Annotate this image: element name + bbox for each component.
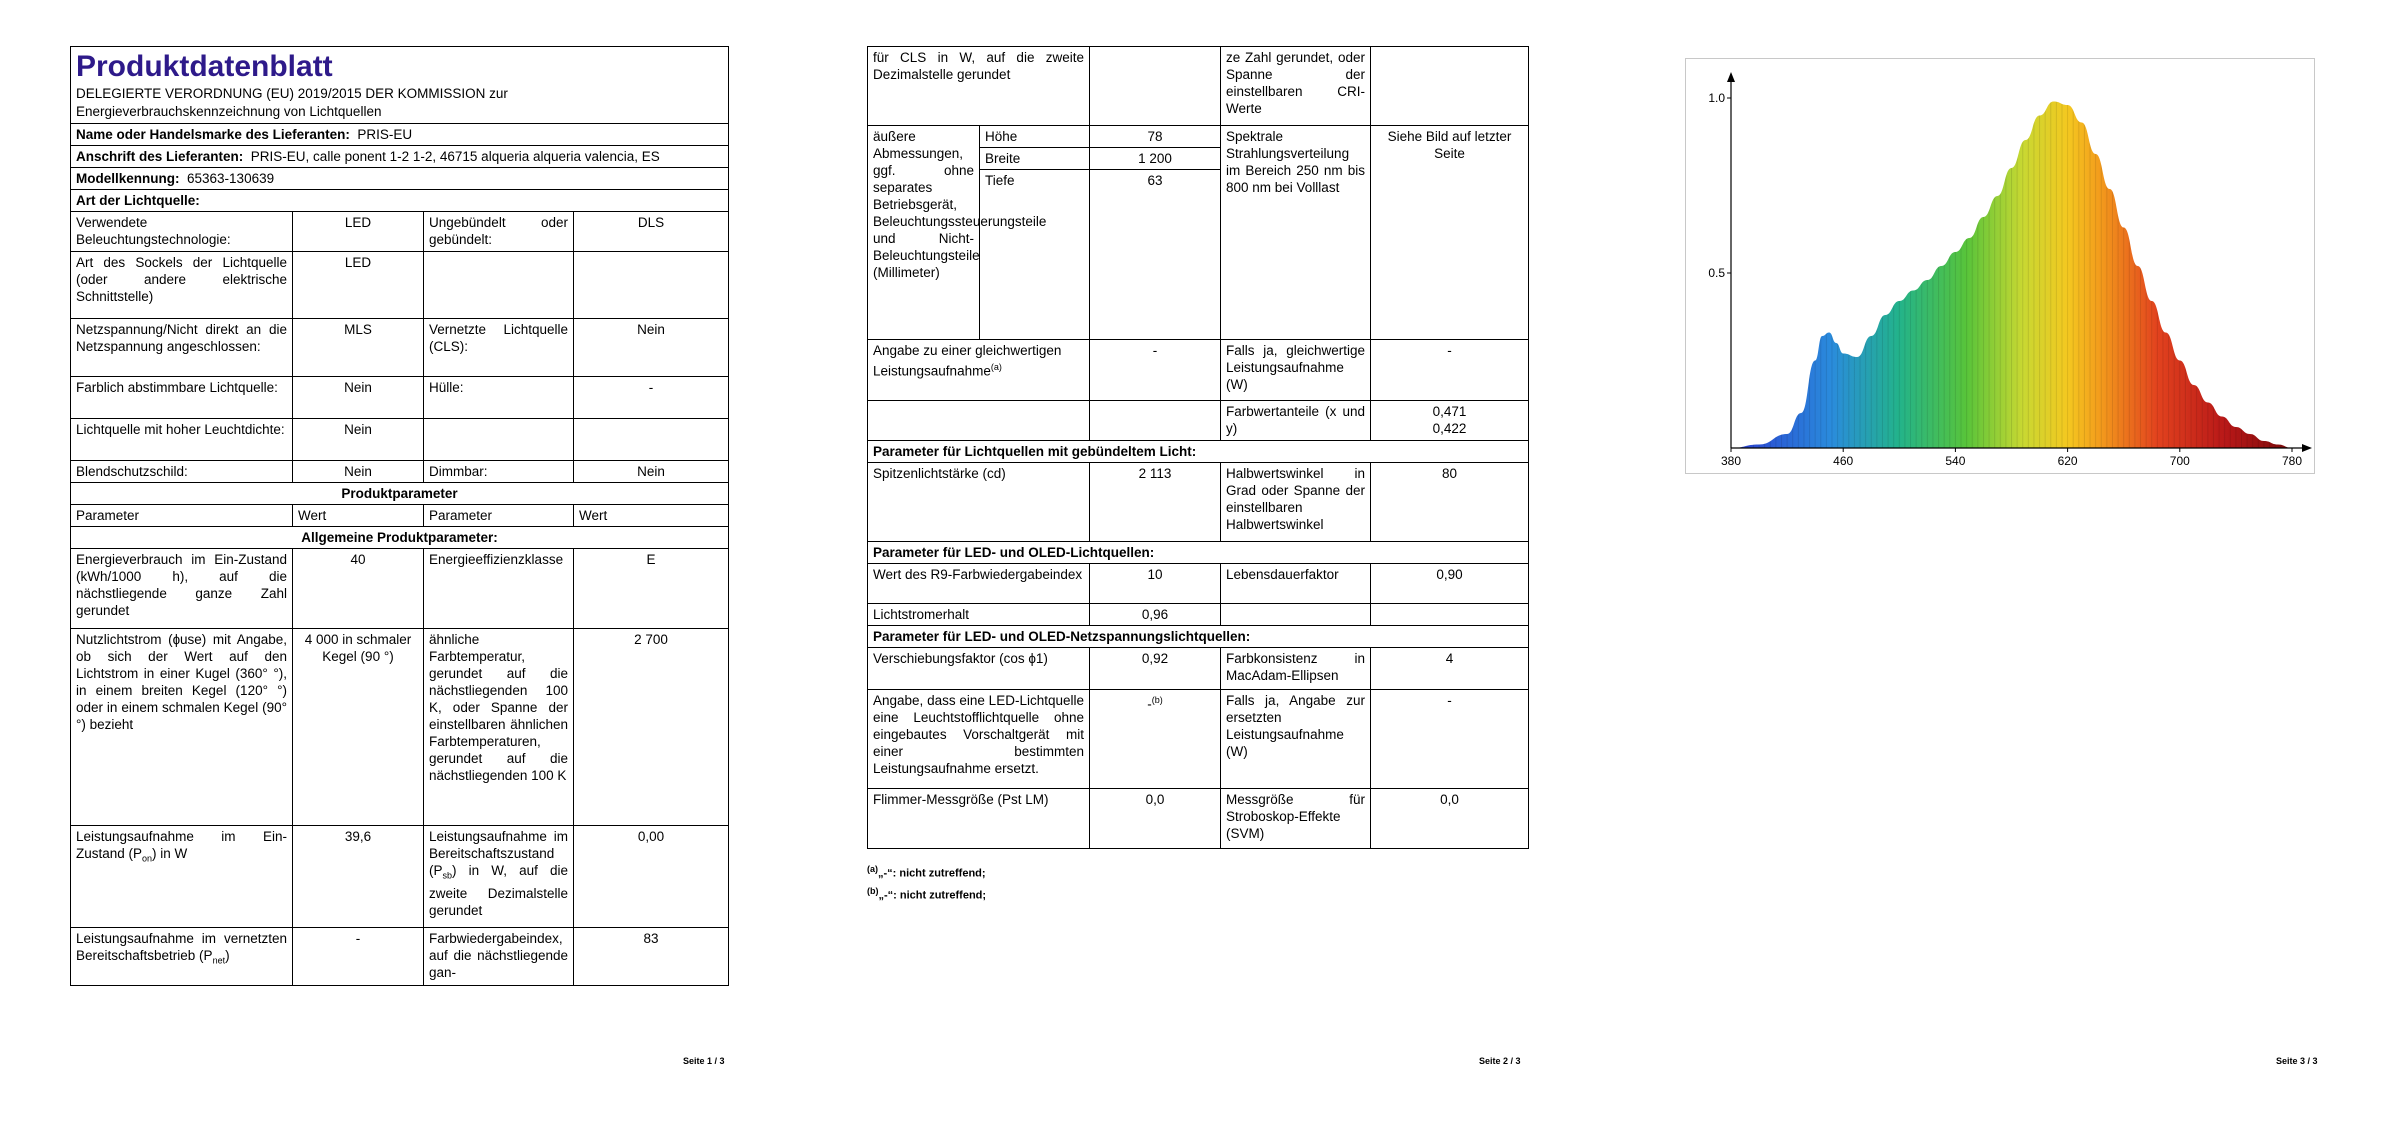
product-datasheet-table bbox=[70, 46, 729, 986]
param-value: LED bbox=[293, 252, 424, 319]
param-value: - bbox=[1371, 690, 1529, 789]
param-value: MLS bbox=[293, 319, 424, 377]
dimension-name: Breite bbox=[980, 148, 1090, 170]
text-part: ) in W bbox=[152, 846, 188, 861]
text-part: ) bbox=[225, 948, 230, 963]
led-heading: Parameter für LED- und OLED-Lichtquellen: bbox=[868, 542, 1529, 564]
param-value: 0,0 bbox=[1090, 789, 1221, 849]
x-tick-label: 620 bbox=[2057, 454, 2078, 468]
text-part: Leistungsaufnahme im Bereitschaftszustand (P bbox=[429, 829, 568, 878]
param-value bbox=[574, 252, 729, 319]
footnote-mark: (a) bbox=[867, 864, 878, 874]
dimensions-label: äußere Abmessungen, ggf. ohne separates Betriebsgerät, Beleuchtungssteuerungsteile und Nicht-Beleuchtungsteile (Millimeter) bbox=[868, 126, 980, 340]
superscript: (b) bbox=[1151, 695, 1163, 705]
param-label bbox=[868, 340, 1090, 401]
param-label: Lebensdauerfaktor bbox=[1221, 564, 1371, 604]
param-value bbox=[574, 419, 729, 461]
text-part: Leistungsaufnahme im Ein-Zustand (P bbox=[76, 829, 287, 861]
supplier-name-value: PRIS-EU bbox=[357, 127, 413, 142]
col-header-param: Parameter bbox=[424, 505, 574, 527]
param-label bbox=[424, 419, 574, 461]
supplier-address-value: PRIS-EU, calle ponent 1-2 1-2, 46715 alqueria alqueria valencia, ES bbox=[250, 149, 660, 164]
spectral-label: Spektrale Strahlungsverteilung im Bereich 250 nm bis 800 nm bei Volllast bbox=[1221, 126, 1371, 340]
param-value: 4 000 in schmaler Kegel (90 °) bbox=[293, 629, 424, 826]
y-tick-label: 0.5 bbox=[1708, 266, 1725, 280]
dimension-value: 1 200 bbox=[1090, 148, 1221, 170]
param-value: 39,6 bbox=[293, 826, 424, 928]
page-number: Seite 2 / 3 bbox=[1479, 1056, 1521, 1066]
col-header-param: Parameter bbox=[71, 505, 293, 527]
supplier-address-label: Anschrift des Lieferanten: bbox=[76, 149, 244, 164]
chromaticity-x: 0,471 bbox=[1432, 404, 1467, 419]
general-params-heading: Allgemeine Produktparameter: bbox=[71, 527, 729, 549]
param-label: Farbwertanteile (x und y) bbox=[1221, 401, 1371, 441]
param-value: 2 113 bbox=[1090, 463, 1221, 542]
param-value: - bbox=[574, 377, 729, 419]
param-label: für CLS in W, auf die zweite Dezimalstelle gerundet bbox=[868, 47, 1090, 126]
param-value bbox=[1371, 47, 1529, 126]
model-value: 65363-130639 bbox=[187, 171, 275, 186]
param-value: 0,00 bbox=[574, 826, 729, 928]
model-label: Modellkennung: bbox=[76, 171, 180, 186]
param-value: 83 bbox=[574, 928, 729, 986]
param-value: 0,90 bbox=[1371, 564, 1529, 604]
param-label: Falls ja, gleichwertige Leistungsaufnahme (W) bbox=[1221, 340, 1371, 401]
footnote-b bbox=[867, 886, 986, 902]
param-value: E bbox=[574, 549, 729, 629]
param-label bbox=[424, 252, 574, 319]
dimension-value: 63 bbox=[1090, 170, 1221, 340]
param-label: Energieverbrauch im Ein-Zustand (kWh/1000 h), auf die nächstliegende ganze Zahl gerundet bbox=[71, 549, 293, 629]
subscript: on bbox=[142, 853, 153, 864]
param-value: Nein bbox=[574, 461, 729, 483]
footnote-text: „-“: nicht zutreffend; bbox=[878, 889, 987, 902]
page-number: Seite 3 / 3 bbox=[2276, 1056, 2318, 1066]
empty-cell bbox=[1221, 604, 1371, 626]
param-label: Farblich abstimmbare Lichtquelle: bbox=[71, 377, 293, 419]
text-part: Leistungsaufnahme im vernetzten Bereitschaftsbetrieb (P bbox=[76, 931, 287, 963]
model-row bbox=[71, 168, 729, 190]
product-params-heading: Produktparameter bbox=[71, 483, 729, 505]
param-label: Farbkonsistenz in MacAdam-Ellipsen bbox=[1221, 648, 1371, 690]
param-label: Lichtstromerhalt bbox=[868, 604, 1090, 626]
superscript: (a) bbox=[990, 362, 1002, 372]
param-value: Nein bbox=[293, 377, 424, 419]
x-tick-label: 540 bbox=[1945, 454, 1966, 468]
param-value bbox=[1371, 401, 1529, 441]
param-value: 2 700 bbox=[574, 629, 729, 826]
param-value: 40 bbox=[293, 549, 424, 629]
subscript: sb bbox=[442, 870, 453, 881]
param-label: Messgröße für Stroboskop-Effekte (SVM) bbox=[1221, 789, 1371, 849]
param-value bbox=[1090, 690, 1221, 789]
param-value: Nein bbox=[293, 461, 424, 483]
spectral-value: Siehe Bild auf letzter Seite bbox=[1371, 126, 1529, 340]
param-label: Lichtquelle mit hoher Leuchtdichte: bbox=[71, 419, 293, 461]
dimension-value: 78 bbox=[1090, 126, 1221, 148]
x-tick-label: 380 bbox=[1720, 454, 1742, 468]
param-label: Energieeffizienzklasse bbox=[424, 549, 574, 629]
supplier-name-label: Name oder Handelsmarke des Lieferanten: bbox=[76, 127, 350, 142]
param-value: 0,92 bbox=[1090, 648, 1221, 690]
mains-heading: Parameter für LED- und OLED-Netzspannungslichtquellen: bbox=[868, 626, 1529, 648]
param-label: Spitzenlichtstärke (cd) bbox=[868, 463, 1090, 542]
param-label: Wert des R9-Farbwiedergabeindex bbox=[868, 564, 1090, 604]
param-label: Blendschutzschild: bbox=[71, 461, 293, 483]
param-value: DLS bbox=[574, 212, 729, 252]
footnote-text: „-“: nicht zutreffend; bbox=[878, 867, 986, 880]
param-label: Flimmer-Messgröße (Pst LM) bbox=[868, 789, 1090, 849]
regulation-line-1: DELEGIERTE VERORDNUNG (EU) 2019/2015 DER KOMMISSION zur bbox=[76, 86, 508, 101]
param-value: 0,96 bbox=[1090, 604, 1221, 626]
y-tick-label: 1.0 bbox=[1708, 91, 1725, 105]
param-label: Angabe, dass eine LED-Lichtquelle eine Leuchtstofflichtquelle ohne eingebautes Vorschaltgerät mit einer bestimmten Leistungsaufnahme ersetzt. bbox=[868, 690, 1090, 789]
empty-cell bbox=[1371, 604, 1529, 626]
page-number: Seite 1 / 3 bbox=[683, 1056, 725, 1066]
supplier-name-row bbox=[71, 124, 729, 146]
param-label: Dimmbar: bbox=[424, 461, 574, 483]
header-cell bbox=[71, 47, 729, 124]
param-label: Ungebündelt oder gebündelt: bbox=[424, 212, 574, 252]
text-part: - bbox=[1147, 696, 1152, 712]
param-value: Nein bbox=[293, 419, 424, 461]
dimension-name: Höhe bbox=[980, 126, 1090, 148]
param-value: LED bbox=[293, 212, 424, 252]
param-value: 10 bbox=[1090, 564, 1221, 604]
param-label: Falls ja, Angabe zur ersetzten Leistungsaufnahme (W) bbox=[1221, 690, 1371, 789]
spectral-distribution-chart bbox=[1685, 58, 2315, 483]
param-label: Farbwiedergabeindex, auf die nächstliegende gan- bbox=[424, 928, 574, 986]
param-value bbox=[1090, 47, 1221, 126]
col-header-value: Wert bbox=[293, 505, 424, 527]
param-label: Art des Sockels der Lichtquelle (oder andere elektrische Schnittstelle) bbox=[71, 252, 293, 319]
param-value: Nein bbox=[574, 319, 729, 377]
empty-cell bbox=[868, 401, 1090, 441]
footnote-a bbox=[867, 864, 986, 880]
param-value: - bbox=[1090, 340, 1221, 401]
param-label: Vernetzte Lichtquelle (CLS): bbox=[424, 319, 574, 377]
page-1 bbox=[0, 0, 790, 1123]
x-tick-label: 460 bbox=[1833, 454, 1854, 468]
footnote-mark: (b) bbox=[867, 886, 879, 896]
subscript: net bbox=[212, 955, 226, 966]
param-value: - bbox=[293, 928, 424, 986]
param-label: Hülle: bbox=[424, 377, 574, 419]
light-source-type-heading: Art der Lichtquelle: bbox=[71, 190, 729, 212]
x-tick-label: 700 bbox=[2169, 454, 2190, 468]
page-2 bbox=[790, 0, 1590, 1123]
col-header-value: Wert bbox=[574, 505, 729, 527]
param-label bbox=[71, 826, 293, 928]
param-label: ze Zahl gerundet, oder Spanne der einstellbaren CRI-Werte bbox=[1221, 47, 1371, 126]
dimension-name: Tiefe bbox=[980, 170, 1090, 340]
param-value: 4 bbox=[1371, 648, 1529, 690]
x-tick-label: 780 bbox=[2281, 454, 2303, 468]
directional-heading: Parameter für Lichtquellen mit gebündeltem Licht: bbox=[868, 441, 1529, 463]
regulation-line-2: Energieverbrauchskennzeichnung von Lichtquellen bbox=[76, 104, 382, 119]
param-label: Nutzlichtstrom (ɸuse) mit Angabe, ob sich der Wert auf den Lichtstrom in einer Kugel (360° °), in einem breiten Kegel (120° °) oder in einem schmalen Kegel (90° °) bezieht bbox=[71, 629, 293, 826]
param-label: Verwendete Beleuchtungstechnologie: bbox=[71, 212, 293, 252]
param-label: Netzspannung/Nicht direkt an die Netzspannung angeschlossen: bbox=[71, 319, 293, 377]
param-label: Halbwertswinkel in Grad oder Spanne der einstellbaren Halbwertswinkel bbox=[1221, 463, 1371, 542]
param-value: 0,0 bbox=[1371, 789, 1529, 849]
param-label: Verschiebungsfaktor (cos ϕ1) bbox=[868, 648, 1090, 690]
param-value: - bbox=[1371, 340, 1529, 401]
param-label bbox=[424, 826, 574, 928]
param-value: 80 bbox=[1371, 463, 1529, 542]
page-title: Produktdatenblatt bbox=[76, 50, 333, 83]
param-label bbox=[71, 928, 293, 986]
text-part: ) in W, auf die zweite Dezimalstelle gerundet bbox=[429, 863, 568, 918]
text-part: Angabe zu einer gleichwertigen Leistungsaufnahme bbox=[873, 343, 1062, 379]
supplier-address-row bbox=[71, 146, 729, 168]
param-label: ähnliche Farbtemperatur, gerundet auf die nächstliegenden 100 K, oder Spanne der einstellbaren ähnlichen Farbtemperaturen, gerundet auf die nächstliegenden 100 K bbox=[424, 629, 574, 826]
product-datasheet-table-continued bbox=[867, 46, 1529, 849]
chromaticity-y: 0,422 bbox=[1432, 421, 1467, 436]
empty-cell bbox=[1090, 401, 1221, 441]
